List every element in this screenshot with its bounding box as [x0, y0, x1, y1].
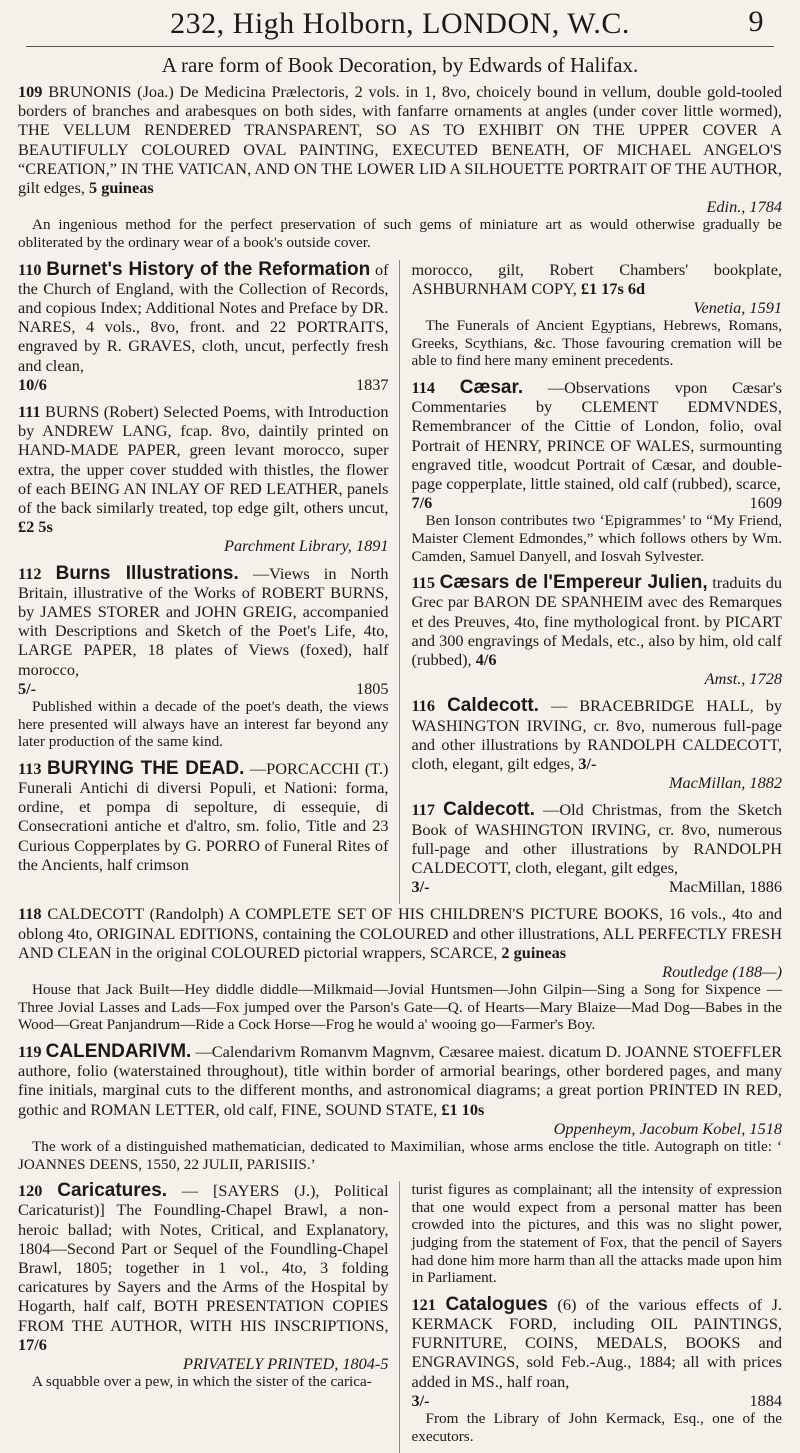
lot-price: 5 guineas [89, 178, 154, 198]
lot-number: 109 [18, 82, 43, 101]
lot-title: Caldecott. [447, 695, 539, 717]
lot-110 [18, 260, 389, 394]
lot-description: —Observations vpon Cæsar's Commentaries by CLEMENT EDMVNDES, Remembrancer of the Cittie of London, folio, oval Portrait of HENRY, PRINCE OF WALES, surmounting engraved title, woodcut Portrait of Cæsar, and double-page copperplate, little stained, old calf (rubbed), scarce, [411, 378, 782, 494]
lot-121 [412, 1295, 783, 1445]
lot-109 [18, 82, 782, 252]
lot-119 [18, 1042, 782, 1173]
lot-price: £1 17s 6d [580, 278, 646, 298]
lot-note: From the Library of John Kermack, Esq., one of the executors. [411, 1410, 782, 1445]
two-column-section [18, 260, 782, 905]
lot-description: BURNS (Robert) Selected Poems, with Introduction by ANDREW LANG, fcap. 8vo, daintily printed on HAND-MADE PAPER, green levant morocco, super extra, the upper cover studded with thistles, the flower of each BEING AN INLAY OF RED LEATHER, panels of the back similarly treated, top edge gilt, others uncut, [18, 402, 389, 518]
lot-note: Published within a decade of the poet's death, the views here presented will always have an interest far beyond any later production of the same kind. [18, 698, 389, 751]
lot-description: — [SAYERS (J.), Political Caricaturist)] The Foundling-Chapel Brawl, a non-heroic ballad; with Notes, Critical, and Explanatory, 1804—Second Part or Sequel of the Foundling-Chapel Brawl, 1805; together in 1 vol., 4to, 3 folding caricatures by Sayers and the Arms of the Hospital by Hogarth, half calf, BOTH PRESENTATION COPIES FROM THE AUTHOR, WITH HIS INSCRIPTIONS, [18, 1181, 389, 1335]
lot-number: 113 [18, 758, 42, 778]
lot-number: 120 [18, 1181, 43, 1201]
lot-number: 118 [18, 904, 42, 924]
lot-note: A squabble over a pew, in which the sister of the carica- [32, 1373, 372, 1391]
lot-number: 115 [411, 573, 436, 593]
lot-number: 114 [411, 378, 436, 397]
lot-price: 3/- [578, 754, 597, 774]
lot-note: The Funerals of Ancient Egyptians, Hebrews, Romans, Greeks, Scythians, &c. Those favouring cremation will be able to find here many eminent precedents. [411, 317, 782, 370]
lot-price: 4/6 [475, 650, 497, 670]
lot-number: 119 [18, 1042, 42, 1062]
lot-price: 7/6 [411, 493, 433, 513]
lot-note: An ingenious method for the perfect preservation of such gems of miniature art as would otherwise gradually be obliterated by the ordinary wear of a book's outside cover. [18, 216, 782, 252]
lot-113 [18, 759, 389, 874]
lot-price: 10/6 [18, 374, 47, 394]
lot-price: 3/- [411, 1390, 430, 1410]
lot-note: Ben Ionson contributes two ‘Epigrammes’ to “My Friend, Maister Clement Edmondes,” which follows others by Wm. Camden, Samuel Danyell, and Iosvah Sylvester. [411, 512, 782, 565]
lot-price: 5/- [18, 678, 37, 698]
lot-description: —Views in North Britain, illustrative of the Works of ROBERT BURNS, by JAMES STORER and JOHN GREIG, accompanied with Descriptions and Sketch of the Poet's Life, 4to, LARGE PAPER, 18 plates of Views (foxed), half morocco, [18, 563, 389, 679]
lot-description: of the Church of England, with the Collection of Records, and copious Index; Additional Notes and Preface by DR. NARES, 4 vols., 8vo, front. and 22 PORTRAITS, engraved by R. GRAVES, cloth, uncut, perfectly fresh and clean, [18, 259, 389, 375]
lot-imprint: Routledge (188—) [662, 962, 782, 982]
lot-120 [18, 1181, 389, 1391]
lot-price: 3/- [411, 877, 430, 897]
section-title: A rare form of Book Decoration, by Edwards of Halifax. [161, 53, 639, 77]
lot-price: 2 guineas [501, 942, 567, 962]
lot-120-continued [412, 1181, 783, 1287]
lot-number: 112 [18, 563, 42, 583]
lot-note: The work of a distinguished mathematician, dedicated to Maximilian, whose arms enclose the title. Autograph on title: ‘ JOANNES DEENS, 1550, 22 JULII, PARISIIS.’ [18, 1138, 782, 1173]
lot-116 [412, 696, 783, 792]
lot-description: (6) of the various effects of J. KERMACK FORD, including OIL PAINTINGS, FURNITURE, COINS, MEDALS, BOOKS and ENGRAVINGS, sold Feb.-Aug., 1884; all with prices added in MS., half roan, [411, 1294, 782, 1391]
lot-number: 121 [411, 1294, 436, 1314]
lot-description: morocco, gilt, Robert Chambers' bookplate, ASHBURNHAM COPY, [411, 259, 782, 298]
lot-imprint: MacMillan, 1886 [668, 877, 782, 897]
page-header-address: 232, High Holborn, LONDON, W.C. [170, 7, 630, 40]
lot-imprint: Venetia, 1591 [693, 298, 782, 318]
lot-imprint: Oppenheym, Jacobum Kobel, 1518 [553, 1118, 782, 1138]
lot-number: 116 [411, 696, 436, 716]
lot-title: Cæsars de l'Empereur Julien, [439, 572, 708, 594]
lot-price: £2 5s [18, 517, 53, 537]
lot-imprint: Edin., 1784 [706, 197, 782, 217]
lot-115 [412, 573, 783, 688]
lot-number: 117 [411, 800, 436, 820]
lot-title: CALENDARIVM. [45, 1041, 192, 1063]
right-column [412, 260, 783, 905]
lot-imprint: PRIVATELY PRINTED, 1804-5 [183, 1354, 389, 1374]
bottom-right-column [412, 1181, 783, 1453]
lot-description: —Calendarivm Romanvm Magnvm, Cæsaree maiest. dicatum D. JOANNE STOEFFLER authore, folio (waterstained throughout), title within border of armorial bearings, other bordered pages, and many fine initials, marginal cuts to the different months, and astronomical diagrams; a great portion PRINTED IN RED, gothic and ROMAN LETTER, old calf, FINE, SOUND STATE, [18, 1042, 783, 1119]
lot-imprint: MacMillan, 1882 [668, 773, 782, 793]
lot-description: — BRACEBRIDGE HALL, by WASHINGTON IRVING, cr. 8vo, numerous full-page and other illustrations by RANDOLPH CALDECOTT, cloth, elegant, gilt edges, [411, 696, 783, 774]
left-column [18, 260, 400, 905]
lot-title: Cæsar. [459, 377, 524, 398]
lot-title: Caricatures. [57, 1180, 168, 1202]
lot-title: Burnet's History of the Reformation [46, 258, 371, 280]
lot-description: —PORCACCHI (T.) Funerali Antichi di diversi Populi, et Nationi: forma, ordine, et pompa di sepolture, di essequie, di Consecrationi antiche et d'altro, sm. folio, Title and 23 Curious Copperplates by G. PORRO of Funeral Rites of the Ancients, half crimson [18, 758, 389, 874]
lot-imprint: Amst., 1728 [704, 669, 782, 689]
lot-imprint: 1837 [355, 374, 389, 394]
lot-description: CALDECOTT (Randolph) A COMPLETE SET OF HIS CHILDREN'S PICTURE BOOKS, 16 vols., 4to and oblong 4to, ORIGINAL EDITIONS, containing the COLOURED and other illustrations, ALL PERFECTLY FRESH AND CLEAN in the original COLOURED pictorial wrappers, SCARCE, [18, 904, 782, 962]
lot-price: £1 10s [441, 1099, 485, 1119]
lot-title: Burns Illustrations. [55, 562, 239, 584]
lot-imprint: 1805 [355, 678, 389, 698]
lot-title: Catalogues [445, 1293, 548, 1315]
lot-number: 110 [18, 259, 42, 279]
bottom-two-column-section [18, 1181, 782, 1453]
bottom-left-column [18, 1181, 400, 1453]
lot-imprint: Parchment Library, 1891 [224, 536, 389, 556]
lot-imprint: 1609 [749, 493, 782, 513]
lot-114 [412, 378, 783, 565]
lot-111 [18, 402, 389, 556]
lot-113-continued [412, 260, 783, 370]
lot-number: 111 [18, 402, 41, 422]
lot-price: 17/6 [18, 1334, 47, 1354]
lot-note: House that Jack Built—Hey diddle diddle—Milkmaid—Jovial Huntsmen—John Gilpin—Sing a Song for Sixpence —Three Jovial Lasses and Lads—Fox jumped over the Parson's Gate—Q. of Hearts—Mary Blaize—Mad Dog—Babes in the Wood—Great Panjandrum—Ride a Cock Horse—Frog he would a' wooing go—Farmer's Boy. [18, 981, 782, 1034]
lot-description: BRUNONIS (Joa.) De Medicina Prælectoris, 2 vols. in 1, 8vo, choicely bound in vellum, double gold-tooled borders of branches and arabesques on both sides, with fanfarre ornaments at angles (under cover little wormed), THE VELLUM RENDERED TRANSPARENT, SO AS TO EXHIBIT ON THE UPPER COVER A BEAUTIFULLY COLOURED OVAL PAINTING, EXECUTED BENEATH, OF MICHAEL ANGELO'S “CREATION,” IN THE VATICAN, AND ON THE LOWER LID A SILHOUETTE PORTRAIT OF THE AUTHOR, gilt edges, [18, 82, 783, 198]
lot-title: BURYING THE DEAD. [47, 757, 245, 779]
lot-118 [18, 904, 782, 1034]
folio-mark: 9 [748, 5, 764, 38]
lot-112 [18, 564, 389, 751]
lot-description: —Old Christmas, from the Sketch Book of WASHINGTON IRVING, cr. 8vo, numerous full-page and other illustrations by RANDOLPH CALDECOTT, cloth, elegant, gilt edges, [411, 800, 782, 878]
lot-description: traduits du Grec par BARON DE SPANHEIM avec des Remarques et des Preuves, 4to, fine mythological front. by PICART and 300 engravings of Medals, etc., also by him, old calf (rubbed), [411, 573, 782, 670]
running-head [26, 0, 774, 47]
lot-note: turist figures as complainant; all the intensity of expression that one would expect from a personal matter has been crowded into the pictures, and this was no slight power, judging from the statement of Fox, that the pencil of Sayers had done him more harm than all the attacks made upon him in Parliament. [411, 1181, 782, 1287]
lot-imprint: 1884 [749, 1390, 782, 1410]
lot-title: Caldecott. [443, 799, 535, 821]
lot-117 [412, 800, 783, 896]
